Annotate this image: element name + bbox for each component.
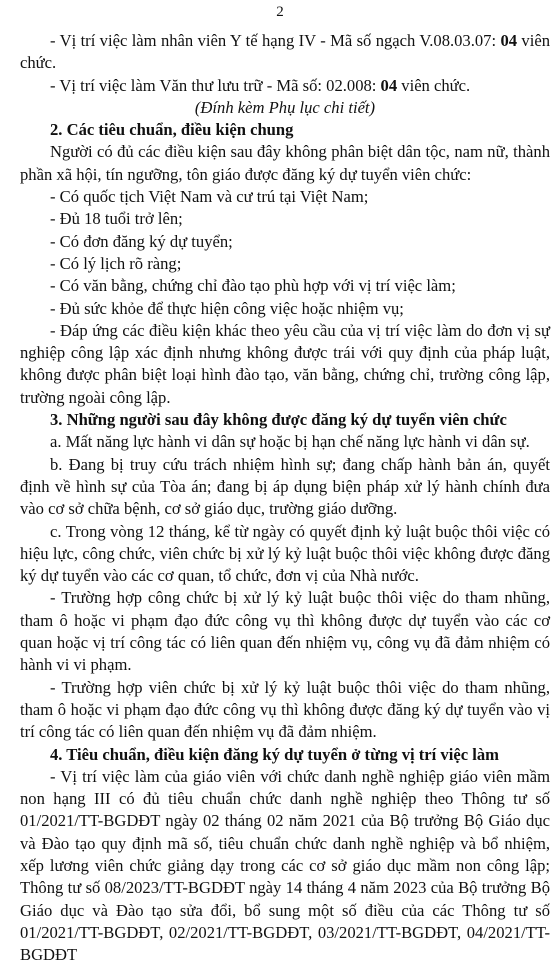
text-run: viên chức. <box>397 75 471 95</box>
paragraph: b. Đang bị truy cứu trách nhiệm hình sự; đang chấp hành bản án, quyết định về hình sự của Tòa án; đang bị áp dụng biện pháp xử lý hành chính đưa vào cơ sở chữa bệnh, cơ sở giáo dục, trường giáo dưỡng. <box>20 454 550 519</box>
section-heading: 2. Các tiêu chuẩn, điều kiện chung <box>50 120 294 140</box>
paragraph: - Đủ sức khỏe để thực hiện công việc hoặc nhiệm vụ; <box>50 298 404 318</box>
text-run: viên chức. <box>20 31 550 73</box>
paragraph <box>20 75 550 97</box>
text-run: - Vị trí việc làm Văn thư lưu trữ - Mã số: 02.008: <box>50 75 381 95</box>
paragraph: a. Mất năng lực hành vi dân sự hoặc bị hạn chế năng lực hành vi dân sự. <box>50 432 530 452</box>
paragraph: - Vị trí việc làm của giáo viên với chức danh nghề nghiệp giáo viên mầm non hạng III có đủ tiêu chuẩn chức danh nghề nghiệp theo Thông tư số 01/2021/TT-BGDĐT ngày 02 tháng 02 năm 2021 của Bộ trưởng Bộ Giáo dục và Đào tạo quy định mã số, tiêu chuẩn chức danh nghề nghiệp và bổ nhiệm, xếp lương viên chức giảng dạy trong các cơ sở giáo dục mầm non công lập; Thông tư số 08/2023/TT-BGDĐT ngày 14 tháng 4 năm 2023 của Bộ trưởng Bộ Giáo dục và Đào tạo sửa đổi, bổ sung một số điều của các Thông tư số 01/2021/TT-BGDĐT, 02/2021/TT-BGDĐT, 03/2021/TT-BGDĐT, 04/2021/TT-BGDĐT <box>20 766 550 965</box>
paragraph: - Trường hợp công chức bị xử lý kỷ luật buộc thôi việc do tham nhũng, tham ô hoặc vi phạm đạo đức công vụ thì không được dự tuyển vào các cơ quan hoặc vị trí công tác có liên quan đến nhiệm vụ, công vụ đã đảm nhiệm có hành vi vi phạm. <box>20 588 550 675</box>
paragraph: - Trường hợp viên chức bị xử lý kỷ luật buộc thôi việc do tham nhũng, tham ô hoặc vi phạm đạo đức công vụ thì không được đăng ký dự tuyển vào vị trí công tác có liên quan đến nhiệm vụ đã đảm nhiệm. <box>20 677 550 742</box>
paragraph: - Có văn bằng, chứng chỉ đào tạo phù hợp với vị trí việc làm; <box>50 276 456 296</box>
section-heading: 3. Những người sau đây không được đăng ký dự tuyển viên chức <box>50 410 507 430</box>
bold-count: 04 <box>500 31 518 50</box>
paragraph: - Đáp ứng các điều kiện khác theo yêu cầu của vị trí việc làm do đơn vị sự nghiệp công lập xác định nhưng không được trái với quy định của pháp luật, không được phân biệt loại hình đào tạo, văn bằng, chứng chỉ, trường công lập, trường ngoài công lập. <box>20 320 550 407</box>
page-number: 2 <box>276 4 284 20</box>
bold-count: 04 <box>380 75 398 95</box>
attachment-note: (Đính kèm Phụ lục chi tiết) <box>194 97 376 117</box>
paragraph: c. Trong vòng 12 tháng, kể từ ngày có quyết định kỷ luật buộc thôi việc có hiệu lực, công chức, viên chức bị xử lý kỷ luật buộc thôi việc không được đăng ký dự tuyển vào các cơ quan, tổ chức, đơn vị của Nhà nước. <box>20 521 550 586</box>
paragraph: - Có đơn đăng ký dự tuyển; <box>50 231 233 251</box>
section-heading: 4. Tiêu chuẩn, điều kiện đăng ký dự tuyển ở từng vị trí việc làm <box>50 744 499 764</box>
paragraph: Người có đủ các điều kiện sau đây không phân biệt dân tộc, nam nữ, thành phần xã hội, tín ngưỡng, tôn giáo được đăng ký dự tuyển viên chức: <box>20 142 550 184</box>
text-run: - Vị trí việc làm nhân viên Y tế hạng IV - Mã số ngạch V.08.03.07: <box>50 31 501 50</box>
paragraph <box>20 30 550 75</box>
paragraph: - Có lý lịch rõ ràng; <box>50 253 182 273</box>
document-body <box>20 30 550 966</box>
paragraph: - Đủ 18 tuổi trở lên; <box>50 209 183 229</box>
paragraph: - Có quốc tịch Việt Nam và cư trú tại Việt Nam; <box>50 187 369 207</box>
